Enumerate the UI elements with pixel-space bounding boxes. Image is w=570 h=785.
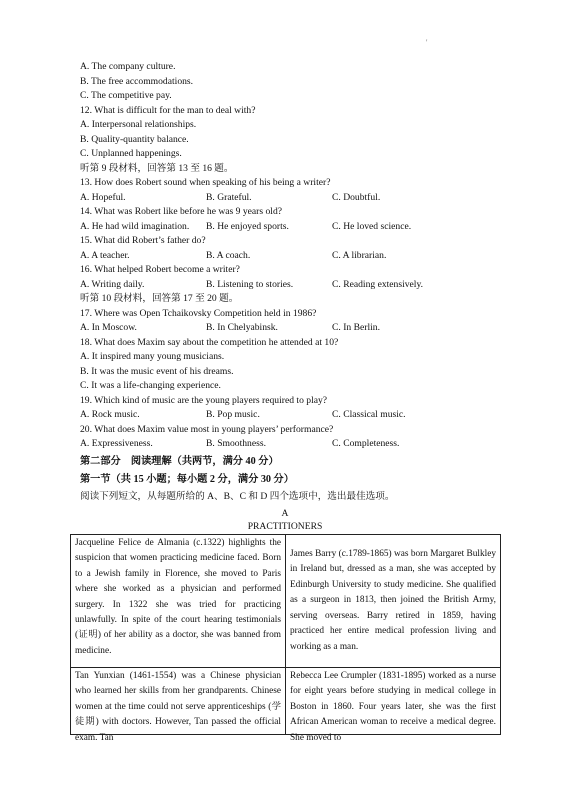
- option-row: [80, 437, 480, 451]
- option-a: A. Expressiveness.: [80, 438, 153, 449]
- question-line: A. It inspired many young musicians.: [80, 351, 225, 362]
- option-a: A. Writing daily.: [80, 278, 145, 290]
- table-row: [71, 535, 501, 668]
- table-row: [71, 668, 501, 735]
- reading-instruction: 阅读下列短文，从每题所给的 A、B、C 和 D 四个选项中，选出最佳选项。: [80, 491, 395, 502]
- option-c: C. Completeness.: [332, 438, 400, 449]
- option-b: B. He enjoyed sports.: [206, 220, 289, 232]
- part2-title: 第二部分 阅读理解（共两节，满分 40 分）: [80, 456, 279, 467]
- question-line: 20. What does Maxim value most in young players’ performance?: [80, 423, 334, 435]
- question-line: B. The free accommodations.: [80, 75, 194, 87]
- passage-title: PRACTITIONERS: [247, 521, 323, 532]
- header-mark: ': [426, 38, 428, 47]
- option-a: A. Rock music.: [80, 409, 140, 420]
- passage-letter: A: [281, 508, 289, 519]
- option-row: [80, 321, 480, 335]
- option-c: C. A librarian.: [332, 249, 387, 261]
- option-c: C. Classical music.: [332, 409, 406, 420]
- question-line: 18. What does Maxim say about the competition he attended at 10?: [80, 336, 339, 348]
- table-cell: [71, 668, 286, 743]
- option-b: B. Smoothness.: [206, 438, 266, 449]
- option-b: B. A coach.: [206, 249, 251, 261]
- option-row: [80, 408, 480, 422]
- option-b: B. Grateful.: [206, 191, 252, 203]
- option-b: B. In Chelyabinsk.: [206, 322, 278, 333]
- table-cell: [286, 535, 501, 668]
- option-a: A. A teacher.: [80, 249, 130, 261]
- option-a: A. Hopeful.: [80, 191, 126, 203]
- question-line: B. Quality-quantity balance.: [80, 133, 189, 145]
- question-line: 16. What helped Robert become a writer?: [80, 264, 240, 275]
- question-line: A. The company culture.: [80, 61, 176, 72]
- option-row: [80, 278, 480, 292]
- cell-text-crumpler: Rebecca Lee Crumpler (1831-1895) worked as a nurse for eight years before studying in medical college in Boston in 1860. Four years later, she was the first African American woman to receive a medical degree. She moved to: [290, 671, 496, 743]
- question-line: 15. What did Robert’s father do?: [80, 235, 206, 246]
- cell-text-almania: Jacqueline Felice de Almania (c.1322) highlights the suspicion that women practicing medicine faced. Born to a Jewish family in Florence, she moved to Paris where she worked as a physician and performed surgery. In 1322 she was tried for practicing unlawfully. In spite of the court hearing testimonials (证明) of her ability as a doctor, she was banned from medicine.: [75, 538, 281, 656]
- option-c: C. Doubtful.: [332, 191, 381, 203]
- table-cell: [286, 668, 501, 743]
- question-line: C. Unplanned happenings.: [80, 148, 182, 159]
- question-line: 17. Where was Open Tchaikovsky Competition held in 1986?: [80, 307, 317, 319]
- question-line: B. It was the music event of his dreams.: [80, 365, 234, 377]
- question-line: 13. How does Robert sound when speaking of his being a writer?: [80, 177, 331, 188]
- question-line: 19. Which kind of music are the young players required to play?: [80, 394, 328, 406]
- table-cell: [71, 535, 286, 668]
- section1-title: 第一节（共 15 小题；每小题 2 分，满分 30 分）: [80, 474, 294, 485]
- option-row: [80, 191, 480, 205]
- option-a: A. In Moscow.: [80, 322, 137, 333]
- option-a: A. He had wild imagination.: [80, 220, 190, 232]
- option-row: [80, 220, 480, 234]
- option-row: [80, 249, 480, 263]
- question-line: A. Interpersonal relationships.: [80, 119, 197, 130]
- cell-text-tan: Tan Yunxian (1461-1554) was a Chinese physician who learned her skills from her grandparents. Chinese women at the time could not serve apprenticeships (学徒期) with doctors. However, Tan passed the official exam. Tan: [75, 671, 281, 743]
- option-c: C. Reading extensively.: [332, 278, 424, 290]
- question-line: C. It was a life-changing experience.: [80, 380, 221, 391]
- cell-text-barry: James Barry (c.1789-1865) was born Margaret Bulkley in Ireland but, dressed as a man, she was accepted by Edinburgh University to study medicine. She qualified as a surgeon in 1813, then joined the British Army, serving overseas. Barry retired in 1859, having practiced her entire medical profession living and working as a man.: [290, 549, 496, 652]
- question-line: 14. What was Robert like before he was 9 years old?: [80, 206, 283, 217]
- question-line: 听第 9 段材料，回答第 13 至 16 题。: [80, 162, 234, 174]
- question-line: C. The competitive pay.: [80, 90, 172, 101]
- option-c: C. In Berlin.: [332, 322, 380, 333]
- option-b: B. Pop music.: [206, 409, 260, 420]
- practitioners-table: [70, 534, 501, 743]
- option-b: B. Listening to stories.: [206, 278, 294, 290]
- option-c: C. He loved science.: [332, 220, 412, 232]
- question-line: 听第 10 段材料，回答第 17 至 20 题。: [80, 293, 239, 304]
- question-line: 12. What is difficult for the man to deal with?: [80, 104, 256, 116]
